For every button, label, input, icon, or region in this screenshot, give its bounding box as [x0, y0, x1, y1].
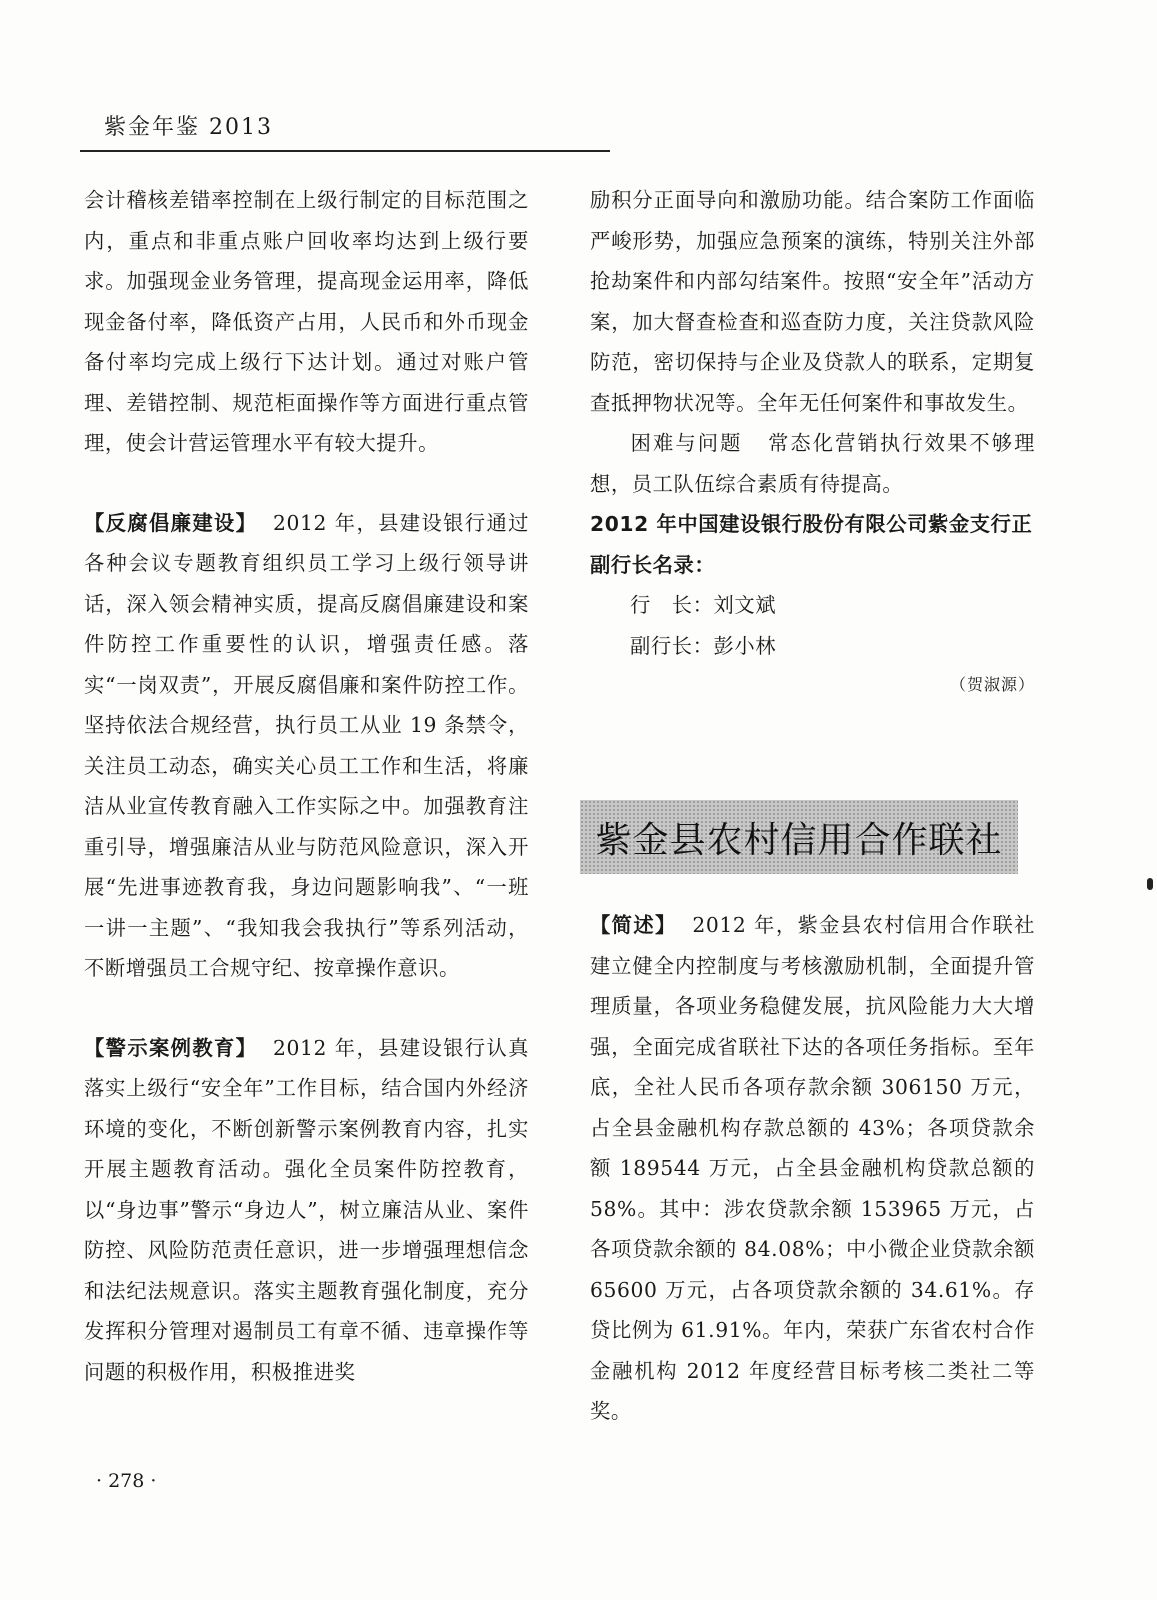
scan-edge-mark [1147, 878, 1153, 890]
paragraph-summary [590, 905, 1035, 1432]
right-column [590, 180, 1035, 695]
heading-anticorruption: 【反腐倡廉建设】 [84, 510, 258, 535]
heading-summary: 【简述】 [590, 913, 677, 937]
author-byline: （贺淑源） [949, 675, 1035, 694]
paragraph-incentive-continued: 励积分正面导向和激励功能。结合案防工作面临严峻形势，加强应急预案的演练，特别关注外部抢劫案件和内部勾结案件。按照“安全年”活动方案，加大督查检查和巡查防力度，关注贷款风险防范，密切保持与企业及贷款人的联系，定期复查抵押物状况等。全年无任何案件和事故发生。 [590, 188, 1035, 415]
paragraph-accounting: 会计稽核差错率控制在上级行制定的目标范围之内，重点和非重点账户回收率均达到上级行要求。加强现金业务管理，提高现金运用率，降低现金备付率，降低资产占用，人民币和外币现金备付率均完成上级行下达计划。通过对账户管理、差错控制、规范柜面操作等方面进行重点管理，使会计营运管理水平有较大提升。 [84, 188, 529, 455]
header-rule [80, 150, 610, 152]
left-column [84, 180, 529, 1392]
roster-title: 2012 年中国建设银行股份有限公司紫金支行正副行长名录： [590, 512, 1033, 577]
body-summary: 2012 年，紫金县农村信用合作联社建立健全内控制度与考核激励机制，全面提升管理质量，各项业务稳健发展，抗风险能力大大增强，全面完成省联社下达的各项任务指标。至年底，全社人民币各项存款余额 306150 万元，占全县金融机构存款总额的 43%；各项贷款余额 189544 万元，占全县金融机构贷款总额的 58%。其中：涉农贷款余额 153965 万元，占各项贷款余额的 84.08%；中小微企业贷款余额 65600 万元，占各项贷款余额的 34.61%。存贷比例为 61.91%。年内，荣获广东省农村合作金融机构 2012 年度经营目标考核二类社二等奖。 [590, 913, 1035, 1423]
section-title: 紫金县农村信用合作联社 [595, 819, 1003, 861]
body-warning-education: 2012 年，县建设银行认真落实上级行“安全年”工作目标，结合国内外经济环境的变化，不断创新警示案例教育内容，扎实开展主题教育活动。强化全员案件防控教育，以“身边事”警示“身边人”，树立廉洁从业、案件防控、风险防范责任意识，进一步增强理想信念和法纪法规意识。落实主题教育强化制度，充分发挥积分管理对遏制员工有章不循、违章操作等问题的积极作用，积极推进奖 [84, 1035, 529, 1384]
body-problems: 常态化营销执行效果不够理想，员工队伍综合素质有待提高。 [590, 431, 1036, 496]
running-header: 紫金年鉴 2013 [104, 115, 273, 140]
right-column-lower [590, 905, 1035, 1432]
section-title-banner [580, 800, 1018, 874]
paragraph-anticorruption [84, 503, 529, 989]
page-number: · 278 · [96, 1470, 157, 1492]
label-problems: 困难与问题 [630, 431, 743, 455]
paragraph-warning-education [84, 1028, 529, 1393]
heading-warning-education: 【警示案例教育】 [84, 1035, 258, 1060]
roster-vice-president: 副行长：彭小林 [630, 633, 777, 658]
body-anticorruption: 2012 年，县建设银行通过各种会议专题教育组织员工学习上级行领导讲话，深入领会精神实质，提高反腐倡廉建设和案件防控工作重要性的认识，增强责任感。落实“一岗双责”，开展反腐倡廉和案件防控工作。坚持依法合规经营，执行员工从业 19 条禁令，关注员工动态，确实关心员工工作和生活，将廉洁从业宣传教育融入工作实际之中。加强教育注重引导，增强廉洁从业与防范风险意识，深入开展“先进事迹教育我，身边问题影响我”、“一班一讲一主题”、“我知我会我执行”等系列活动，不断增强员工合规守纪、按章操作意识。 [84, 510, 529, 980]
roster-president: 行 长：刘文斌 [630, 593, 777, 617]
paragraph-problems [590, 423, 1035, 504]
